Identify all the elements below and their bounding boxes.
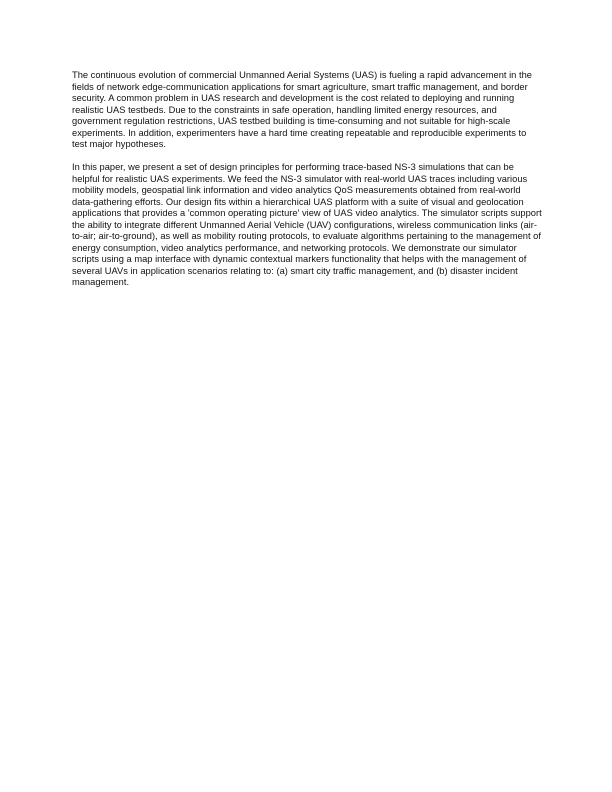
- paragraph-1: The continuous evolution of commercial Unmanned Aerial Systems (UAS) is fueling a rapid advancement in the fields of network edge-communication applications for smart agriculture, smart traffic management, and border security. A common problem in UAS research and development is the cost related to deploying and running realistic UAS testbeds. Due to the constraints in safe operation, handling limited energy resources, and government regulation restrictions, UAS testbed building is time-consuming and not suitable for high-scale experiments. In addition, experimenters have a hard time creating repeatable and reproducible experiments to test major hypotheses.: [72, 70, 532, 149]
- paragraph-2: In this paper, we present a set of design principles for performing trace-based NS-3 simulations that can be helpful for realistic UAS experiments. We feed the NS-3 simulator with real-world UAS traces including various mobility models, geospatial link information and video analytics QoS measurements obtained from real-world data-gathering efforts. Our design fits within a hierarchical UAS platform with a suite of visual and geolocation applications that provides a 'common operating picture' view of UAS video analytics. The simulator scripts support the ability to integrate different Unmanned Aerial Vehicle (UAV) configurations, wireless communication links (air-to-air; air-to-ground), as well as mobility routing protocols, to evaluate algorithms pertaining to the management of energy consumption, video analytics performance, and networking protocols. We demonstrate our simulator scripts using a map interface with dynamic contextual markers functionality that helps with the management of several UAVs in application scenarios relating to: (a) smart city traffic management, and (b) disaster incident management.: [72, 162, 542, 287]
- abstract-body: [72, 70, 542, 300]
